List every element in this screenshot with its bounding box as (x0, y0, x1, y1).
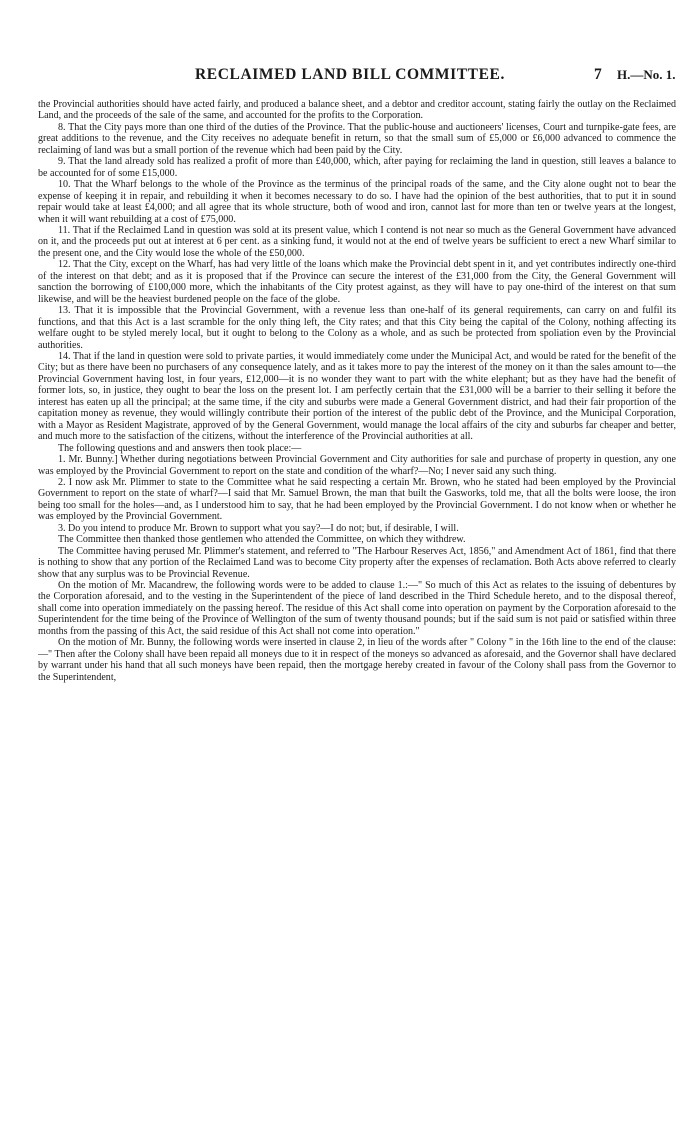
document-reference: H.—No. 1. (617, 67, 676, 82)
paragraph: 8. That the City pays more than one third of the duties of the Province. That the public-house and auctioneers' licenses, Court and turnpike-gate fees, are great additions to the revenue, and the City receives no adequate benefit in return, so that the small sum of £5,000 or £6,000 advanced to commence the reclaiming of land was but a small portion of the revenue which had been paid by the City. (38, 121, 676, 156)
paragraph: The Committee then thanked those gentlemen who attended the Committee, on which they withdrew. (58, 534, 466, 546)
paragraph: 14. That if the land in question were sold to private parties, it would immediately come under the Municipal Act, and would be rated for the benefit of the City; but as there have been no purchasers of any consequence lately, and as it takes more to pay the interest of the money on it than the sales amount to—the Provincial Government having lost, in four years, £12,000—it is no wonder they want to part with the white elephant; but as they have had the benefit of former lots, so, in justice, they ought to bear the loss on the present lot. I am perfectly certain that the £31,000 will be a barrier to their selling it before the interest has eaten up all the principal; at the same time, if the city and suburbs were made a General Government district, and had their fair proportion of the capitation money as revenue, they would willingly contribute their portion of the interest of the public debt of the Province, and the Municipal Corporation, with a Mayor as Resident Magistrate, approved of by the General Government, would manage the local affairs of the city and suburbs far cheaper and better, and much more to the satisfaction of the citizens, without the interference of the Provincial authorities at all. (38, 350, 676, 443)
paragraph: 2. I now ask Mr. Plimmer to state to the Committee what he said respecting a certain Mr. Brown, who he stated had been employed by the Provincial Government to report on the state of wharf?—I said that Mr. Samuel Brown, the man that built the Gasworks, told me, that all the bolts were loose, the iron being too small for the holes—and, as I understood him to say, that he had been employed by the Provincial Government. I do not know when or whether he was employed by the Provincial Government. (38, 476, 676, 523)
page-number: 7 (594, 66, 602, 83)
document-body (38, 99, 676, 683)
paragraph: 12. That the City, except on the Wharf, has had very little of the loans which make the Provincial debt spent in it, and yet contributes indirectly one-third of the interest on that debt; and as it is proposed that if the Province can secure the interest of the £31,000 from the City, the General Government will sanction the borrowing of £100,000 more, which the inhabitants of the City protest against, as they will have to pay one-third of the interest on that sum likewise, and will be the heaviest burdened people on the face of the globe. (38, 259, 676, 305)
page-header (0, 66, 700, 86)
page-title: RECLAIMED LAND BILL COMMITTEE. (195, 66, 505, 83)
paragraph: 3. Do you intend to produce Mr. Brown to support what you say?—I do not; but, if desirable, I will. (58, 522, 459, 534)
paragraph: 13. That it is impossible that the Provincial Government, with a revenue less than one-half of its general requirements, can carry on and fulfil its functions, and that this Act is a last scramble for the only thing left, the City rates; and that this City being the capital of the Colony, nothing affecting its welfare ought to be styled merely local, but it ought to belong to the Colony as a whole, and as such be protected from spoliation even by the Provincial authorities. (38, 305, 676, 351)
paragraph: 11. That if the Reclaimed Land in question was sold at its present value, which I contend is not near so much as the General Government have advanced on it, and the proceeds put out at interest at 6 per cent. as a sinking fund, it would not at the end of twelve years be sufficient to erect a new Wharf similar to the present one, and the City would lose the whole of the £50,000. (38, 224, 676, 259)
paragraph: 1. Mr. Bunny.] Whether during negotiations between Provincial Government and City authorities for sale and purchase of property in question, any one was employed by the Provincial Government to report on the state and condition of the wharf?—No; I never said any such thing. (38, 454, 676, 477)
paragraph: 9. That the land already sold has realized a profit of more than £40,000, which, after paying for reclaiming the land in question, still leaves a balance to be accounted for of some £15,000. (38, 156, 676, 179)
paragraph: The Committee having perused Mr. Plimmer's statement, and referred to "The Harbour Reserves Act, 1856," and Amendment Act of 1861, find that there is nothing to show that any portion of the Reclaimed Land was to become City property after the expenses of reclamation. Both Acts above referred to clearly show that any surplus was to be Provincial Revenue. (38, 545, 676, 580)
paragraph: 10. That the Wharf belongs to the whole of the Province as the terminus of the principal roads of the same, and the City alone ought not to bear the expense of keeping it in repair, and rebuilding it when it becomes necessary to do so. I have had the opinion of the best authorities, that to put it in sound repair would take at least £4,000; and all agree that its whole structure, both of wood and iron, cannot last for more than ten or twelve years at the longest, when it will want rebuilding at a cost of £75,000. (38, 179, 676, 225)
paragraph: The following questions and and answers then took place:— (58, 442, 302, 454)
paragraph: On the motion of Mr. Macandrew, the following words were to be added to clause 1.:—" So much of this Act as relates to the issuing of debentures by the Corporation aforesaid, and to the vesting in the Superintendent of the piece of land described in the Third Schedule hereto, and to the disposal thereof, shall come into operation immediately on the passing hereof. The residue of this Act shall come into operation on payment by the Corporation aforesaid to the Superintendent for the time being of the Province of Wellington of the sum of twenty thousand pounds; but if the said sum is not paid or satisfied within three months from the passing of this Act, the said residue of this Act shall not come into operation." (38, 580, 676, 637)
paragraph: the Provincial authorities should have acted fairly, and produced a balance sheet, and a debtor and creditor account, stating fairly the outlay on the Reclaimed Land, and the proceeds of the sale of the same, and accounted for the profits to the Corporation. (38, 99, 676, 122)
paragraph: On the motion of Mr. Bunny, the following words were inserted in clause 2, in lieu of the words after " Colony " in the 16th line to the end of the clause:—" Then after the Colony shall have been repaid all moneys due to it in respect of the moneys so advanced as aforesaid, and the Governor shall have declared by warrant under his hand that all such moneys have been repaid, then the mortgage hereby created in favour of the Colony shall pass from the Governor to the Superintendent, (38, 637, 676, 683)
